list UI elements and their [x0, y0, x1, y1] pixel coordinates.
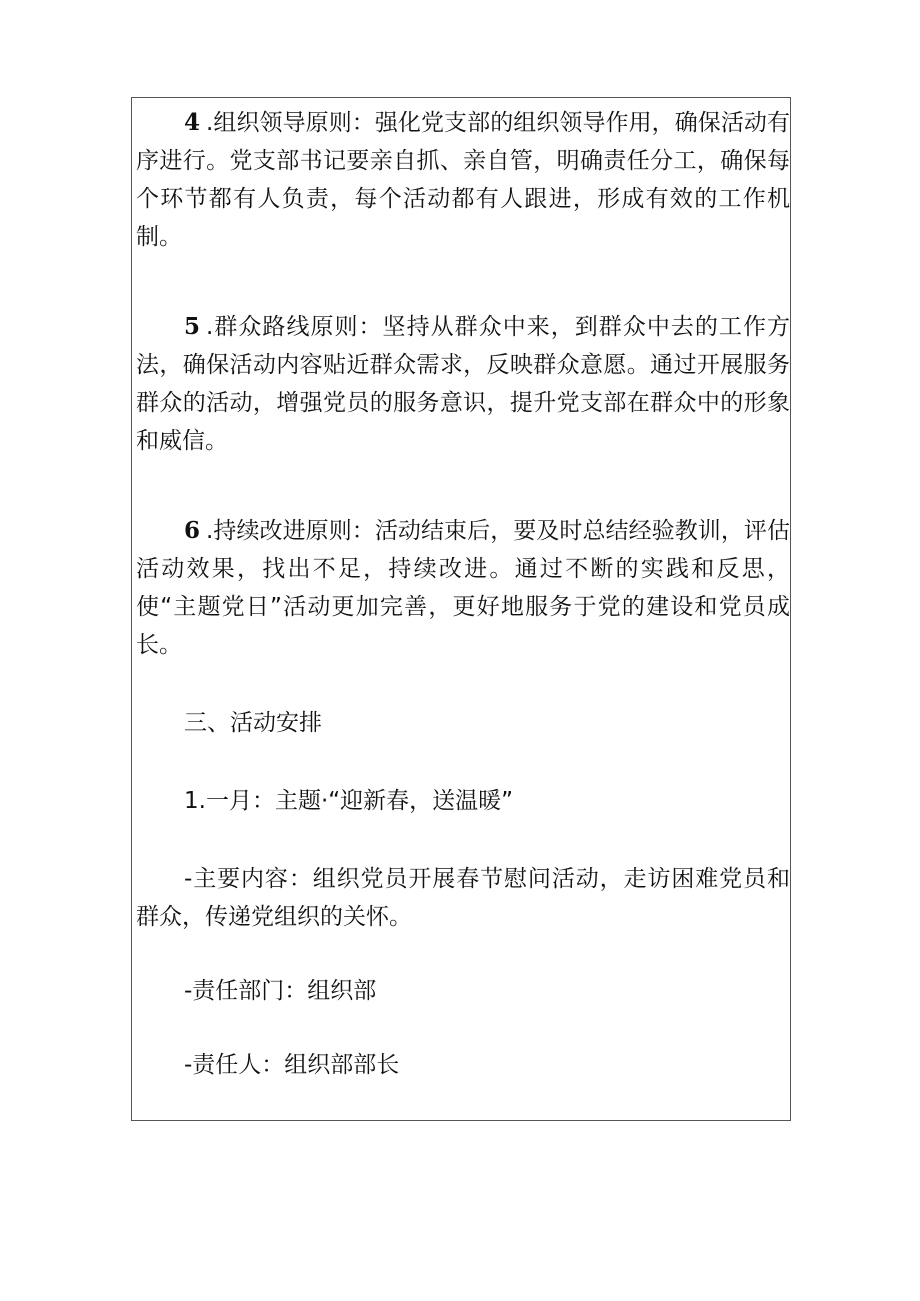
responsible-person-line: -责任人：组织部部长 — [184, 1052, 400, 1078]
main-content-line: -主要内容：组织党员开展春节慰问活动，走访困难党员和群众，传递党组织的关怀。 — [136, 866, 790, 930]
document-body — [136, 104, 790, 1084]
principle-4-paragraph — [136, 104, 790, 256]
responsible-department-line: -责任部门：组织部 — [184, 978, 377, 1004]
principle-5-number: 5 — [184, 313, 201, 340]
principle-6-number: 6 — [184, 517, 201, 544]
principle-5-text: .群众路线原则：坚持从群众中来，到群众中去的工作方法，确保活动内容贴近群众需求，反映群众意愿。通过开展服务群众的活动，增强党员的服务意识，提升党支部在群众中的形象和威信。 — [136, 314, 790, 454]
principle-4-number: 4 — [184, 109, 201, 136]
principle-6-paragraph — [136, 512, 790, 664]
section-heading: 三、活动安排 — [184, 710, 322, 736]
principle-5-paragraph — [136, 308, 790, 460]
principle-4-text: .组织领导原则：强化党支部的组织领导作用，确保活动有序进行。党支部书记要亲自抓、亲自管，明确责任分工，确保每个环节都有人负责，每个活动都有人跟进，形成有效的工作机制。 — [136, 110, 790, 250]
month-item-january: 1.一月：主题·“迎新春，送温暖” — [184, 788, 514, 814]
principle-6-text: .持续改进原则：活动结束后，要及时总结经验教训，评估活动效果，找出不足，持续改进。通过不断的实践和反思，使“主题党日”活动更加完善，更好地服务于党的建设和党员成长。 — [136, 518, 790, 658]
